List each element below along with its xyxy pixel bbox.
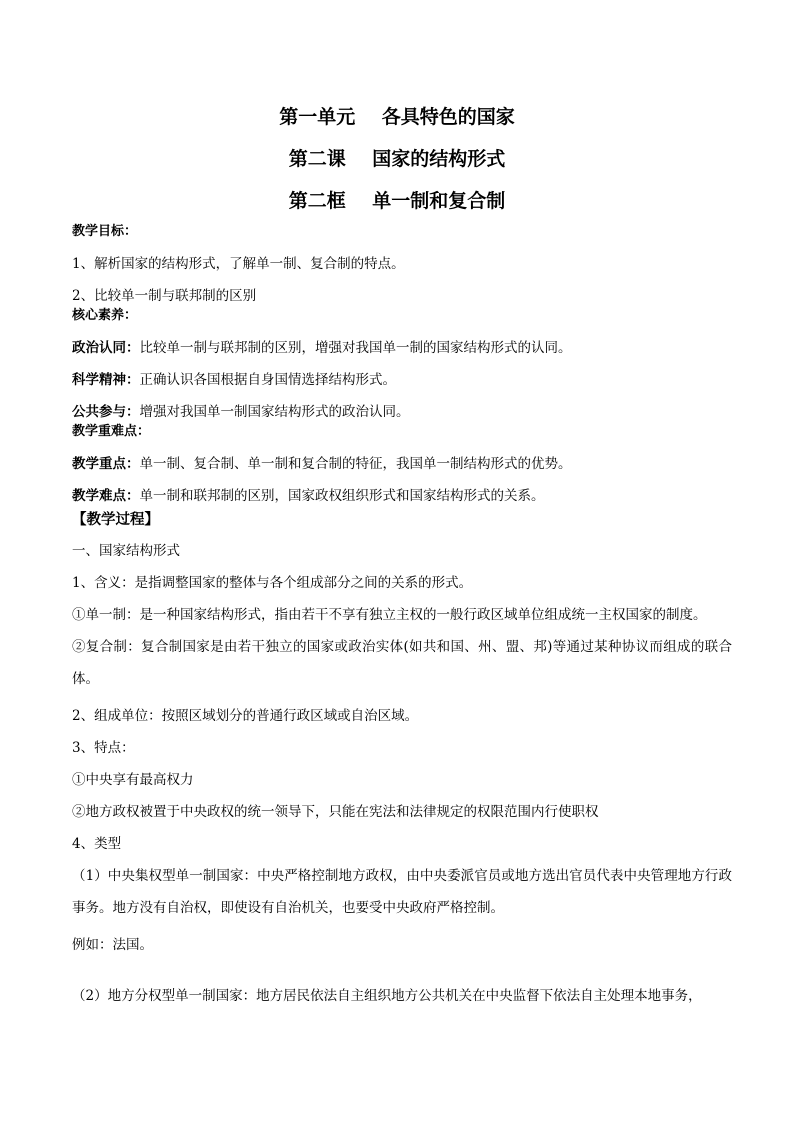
key-point-item: [72, 454, 732, 474]
process-heading: 【教学过程】: [72, 512, 159, 528]
literacy-label: 政治认同：: [72, 340, 140, 356]
key-point-text: 单一制和联邦制的区别，国家政权组织形式和国家结构形式的关系。: [139, 488, 545, 504]
objective-item: 2、比较单一制与联邦制的区别: [72, 288, 257, 304]
literacy-text: 比较单一制与联邦制的区别，增强对我国单一制的国家结构形式的认同。: [139, 340, 572, 356]
literacy-heading: 核心素养：: [72, 308, 138, 323]
literacy-item: [72, 338, 732, 358]
process-paragraph: （1）中央集权型单一制国家：中央严格控制地方政权，由中央委派官员或地方选出官员代表中央管理地方行政事务。地方没有自治权，即使设有自治机关，也要受中央政府严格控制。: [72, 868, 732, 916]
key-point-label: 教学难点：: [72, 488, 140, 504]
frame-title: 第二框 单一制和复合制: [288, 190, 506, 212]
process-line: 一、国家结构形式: [72, 543, 180, 559]
literacy-item: [72, 402, 732, 422]
literacy-text: 正确认识各国根据自身国情选择结构形式。: [139, 372, 396, 388]
process-line: ②地方政权被置于中央政权的统一领导下，只能在宪法和法律规定的权限范围内行使职权: [72, 804, 599, 820]
process-line: 2、组成单位：按照区域划分的普通行政区域或自治区域。: [72, 708, 419, 724]
objectives-heading: 教学目标：: [72, 224, 138, 239]
objective-item: 1、解析国家的结构形式，了解单一制、复合制的特点。: [72, 256, 405, 272]
key-point-item: [72, 486, 732, 506]
lesson-title: 第二课 国家的结构形式: [288, 148, 506, 170]
process-line: 3、特点：: [72, 740, 135, 756]
key-point-text: 单一制、复合制、单一制和复合制的特征，我国单一制结构形式的优势。: [139, 456, 572, 472]
process-line: ①单一制：是一种国家结构形式，指由若干不享有独立主权的一般行政区域单位组成统一主权国家的制度。: [72, 607, 707, 623]
document-body: [72, 222, 732, 1006]
title-block: [0, 100, 794, 226]
process-line: 1、含义：是指调整国家的整体与各个组成部分之间的关系的形式。: [72, 575, 473, 591]
literacy-text: 增强对我国单一制国家结构形式的政治认同。: [139, 404, 410, 420]
key-points-heading: 教学重难点：: [72, 424, 151, 439]
unit-title: 第一单元 各具特色的国家: [279, 106, 515, 128]
key-point-label: 教学重点：: [72, 456, 140, 472]
process-paragraph: ②复合制：复合制国家是由若干独立的国家或政治实体(如共和国、州、盟、邦)等通过某种协议而组成的联合体。: [72, 639, 732, 687]
literacy-label: 公共参与：: [72, 404, 140, 420]
process-line: 4、类型: [72, 836, 122, 852]
process-line: 例如：法国。: [72, 937, 153, 953]
process-line: ①中央享有最高权力: [72, 772, 194, 788]
literacy-label: 科学精神：: [72, 372, 140, 388]
literacy-item: [72, 370, 732, 390]
process-line: （2）地方分权型单一制国家：地方居民依法自主组织地方公共机关在中央监督下依法自主处理本地事务，: [72, 988, 702, 1004]
